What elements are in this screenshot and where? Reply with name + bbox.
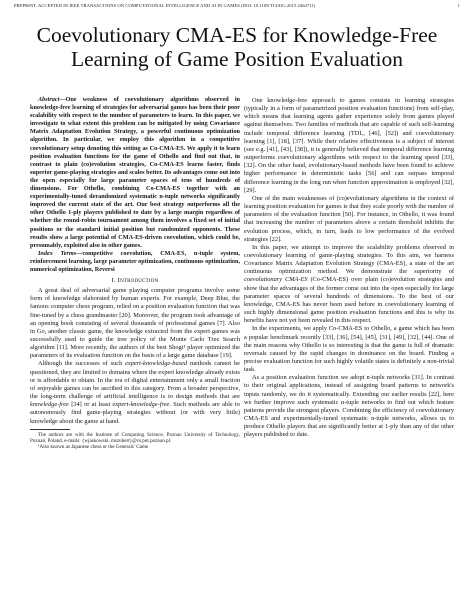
right-p3-text-a: In this paper, we attempt to improve the scalability problems observed in coevolutionary learning of game-playing strategies. To this aim, we harness Covariance Matrix Adaptation Evolution Strategy (CMA-ES), a state of the art continuous optimization method. We demonstrate the superiority of <box>244 243 454 276</box>
running-head-text: PREPRINT. ACCEPTED IN IEEE TRANSACTIONS ON COMPUTATIONAL INTELLIGENCE AND AI IN GAMES (DOI: 10.1109/TCIAIG.2015.2464711) <box>14 3 316 8</box>
title-line-2: Learning of Game Position Evaluation <box>71 47 403 71</box>
right-p3-text-b: (Co-CMA-ES) over plain (co)evolution strategies and show that the advantages of the former come out into the open especially for large parameter spaces of several hundreds of dimensions. To the best of our knowledge, CMA-ES has never been used before in coevolutionary learning of such highly dimensional game position evaluation functions and this is why its benefits have not yet been revealed in this respect. <box>244 276 454 325</box>
right-paragraph-1: One knowledge-free approach to games consists in learning strategies (typically in a form of parametrized position evaluation functions) from self-play, which means that learning agents gather experience solely from games played against themselves. Two families of methods that are capable of such self-learning include temporal difference learning (TDL, [46], [52]) and coevolutionary learning [1], [18], [37]. While their relative effectiveness is a subject of interest (see e.g. [41], [43], [38]), it is generally believed that temporal difference learning outperforms coevolutionary algorithms with respect to the learning speed [33], [32]. On the other hand, evolutionary-based methods have been found to achieve higher performance in deterministic tasks [56] and can surpass temporal difference learning in the long run when function approximation is employed [32], [29]. <box>244 97 454 194</box>
left-column <box>30 96 240 450</box>
section-heading-introduction: I. Introduction <box>111 277 159 285</box>
running-header <box>14 3 460 11</box>
title-line-1: Coevolutionary CMA-ES for Knowledge-Free <box>36 23 438 47</box>
intro-p2-text-c: [34] or at least <box>68 401 113 409</box>
intro-p2-text-d: . Such methods are able to autonomously find game-playing strategies without (or with very little) knowledge about the game at hand. <box>30 401 240 425</box>
intro-p2-emph-2: knowledge-free <box>30 401 69 409</box>
page-number: 1 <box>457 3 460 8</box>
footnotes <box>30 432 240 451</box>
index-terms <box>30 250 240 274</box>
intro-p2-text-b: methods cannot be questioned, they are limited to domains where the expert knowledge already exists or is affordable to obtain. In the era of digital entertainment only a small fraction of enjoyable games can be ascribed to this category. From a broader perspective, the long-term challenge of artificial intelligence is to design methods that are <box>30 360 240 401</box>
right-paragraph-4: In the experiments, we apply Co-CMA-ES to Othello, a game which has been a popular benchmark recently [33], [36], [54], [45], [31], [49], [32], [44]. One of the main reasons why Othello is so interesting is that the game is full of dramatic reversals caused by the rapid changes in dominance on the board. Finding a precise evaluation function for such highly volatile states is definitely a non-trivial task. <box>244 325 454 374</box>
intro-paragraph-2 <box>30 360 240 425</box>
intro-p2-emph-1: expert-knowledge-based <box>125 360 188 368</box>
right-column <box>244 97 454 440</box>
paper-title <box>20 23 454 71</box>
index-terms-lead: Index Terms <box>38 249 77 257</box>
abstract-text: —One weakness of coevolutionary algorithms observed in knowledge-free learning of strategies for adversarial games has been their poor scalability with respect to the number of parameters to learn. In this paper, we investigate to what extent this problem can be mitigated by using Covariance Matrix Adaptation Evolution Strategy, a powerful continuous optimization algorithm. In particular, we employ this algorithm in a competitive coevolutionary setup denoting this setting as Co-CMA-ES. We apply it to learn position evaluation functions for the game of Othello and find out that, in contrast to plain (co)evolution strategies, Co-CMA-ES learns faster, finds superior game-playing strategies and scales better. Its advantages come out into the open especially for large parameter spaces of tens of hundreds of dimensions. For Othello, combining Co-CMA-ES together with an experimentally-tuned derandomized systematic n-tuple networks significantly improved the current state of the art. Our best strategy outperforms all the other Othello 1-ply players published to date by a large margin regardless of whether the round-robin tournament among them involves a fixed set of initial positions or the standard initial position but randomized opponents. These results show a large potential of CMA-ES-driven coevolution, which could be, presumably, exploited also in other games. <box>30 96 240 249</box>
abstract <box>30 96 240 250</box>
footnote-divider <box>30 429 70 430</box>
footnote-shogi: ¹Also known as Japanese chess or the Generals' Game <box>38 444 149 451</box>
intro-paragraph-1: A great deal of adversarial game playing computer programs involve some form of knowledge elaborated by human experts. For example, Deep Blue, the famous computer chess program, relied on a position evaluation function that was fine-tuned by a chess grandmaster [20]. Moreover, the program took advantage of an opening book consisting of several thousands of professional games [7]. Also in Go, another classic game, the knowledge extracted from the expert games was successfully used to guide the tree policy of the Monte Carlo Tree Search algorithm [11]. More recently, the authors of the best Shogi¹ player optimized the parameters of its evaluation function on the basis of a large game database [19]. <box>30 287 240 360</box>
footnote-affiliation: The authors are with the Institute of Computing Science, Poznan University of Technology, Poznań, Poland, e-mails: {wjaskowski, mszubert}@cs.put.poznan.pl. <box>30 431 240 444</box>
index-terms-text: —competitive coevolution, CMA-ES, n-tuple system, reinforcement learning, large parameter optimization, continuous optimization, numerical optimization, Reversi <box>30 249 240 273</box>
abstract-lead: Abstract <box>38 96 60 103</box>
right-paragraph-5: As a position evaluation function we adopt n-tuple networks [31]. In contrast to their original applications, instead of assigning board patterns to network's inputs randomly, we do it systematically. Extending our earlier results [22], here we further improve such systematic n-tuple networks to find out which feature patterns provide the strongest players. Combining the efficiency of coevolutionary CMA-ES and experimentally-tuned systematic n-tuple networks, allows us to produce Othello players that are significantly better at 1-ply than any of the other players published to date. <box>244 374 454 439</box>
intro-p2-emph-3: expert-knowledge-free <box>112 401 170 409</box>
right-p3-emph: coevolutionary CMA-ES <box>244 276 308 284</box>
intro-p2-text-a: Although the successes of such <box>38 360 126 368</box>
right-paragraph-2: One of the main weaknesses of (co)evolutionary algorithms in the context of learning position evaluation for games is that they scale poorly with the number of parameters of the evaluation function [50]. For instance, in Othello, it was found that increasing the number of parameters above a certain threshold inhibits the evolution process, which, in turn, leads to low performance of the evolved strategies [22]. <box>244 194 454 243</box>
right-paragraph-3 <box>244 244 454 326</box>
